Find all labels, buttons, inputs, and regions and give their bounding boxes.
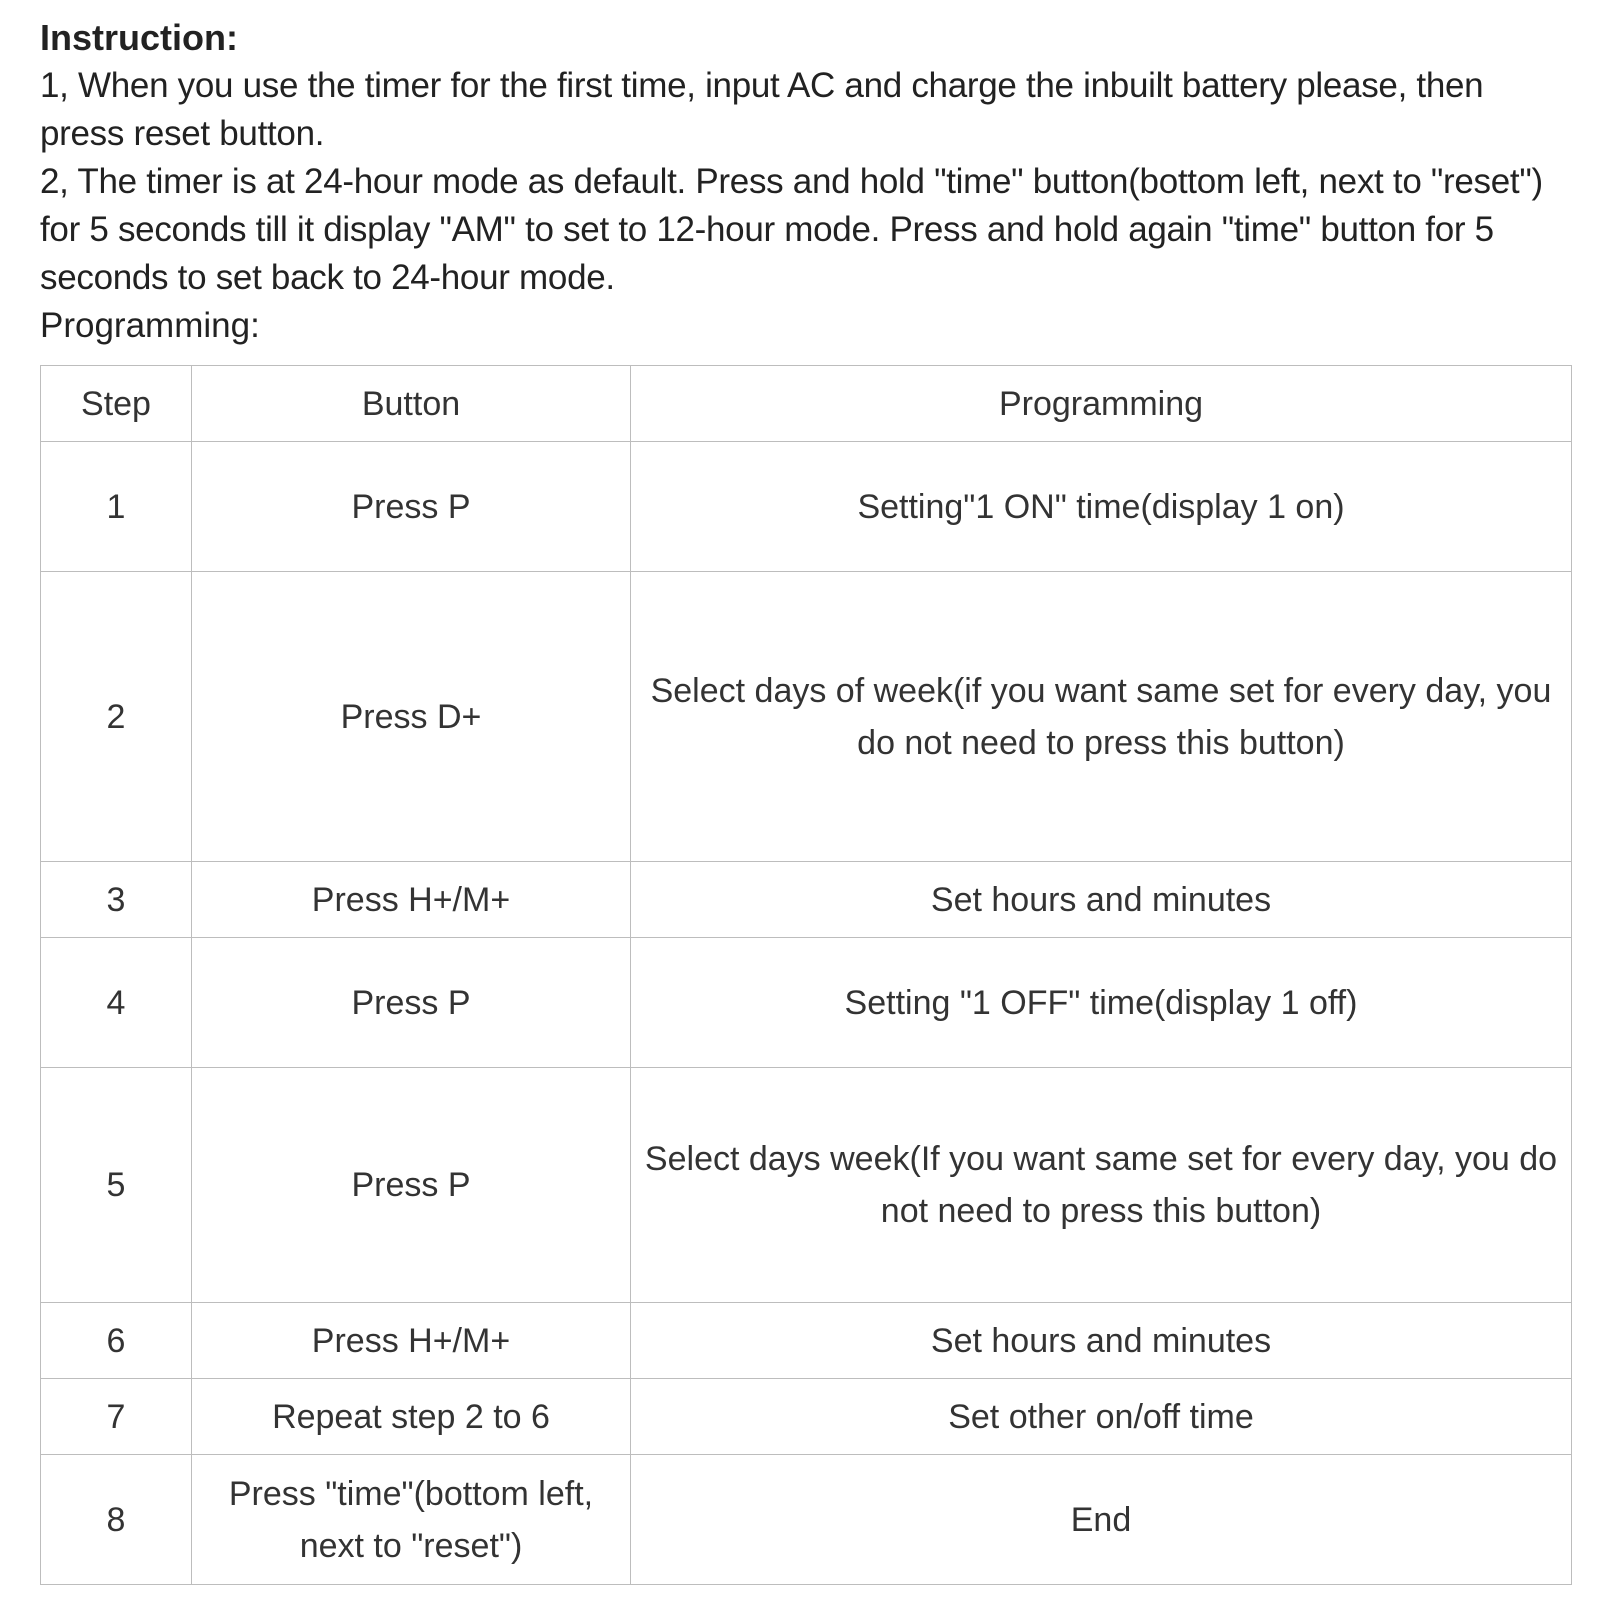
step-cell: 4 bbox=[41, 938, 192, 1068]
instruction-paragraph-2: 2, The timer is at 24-hour mode as default. Press and hold "time" button(bottom left, next to "reset") for 5 seconds till it display "AM" to set to 12-hour mode. Press and hold again "time" button for 5 seconds to set back to 24-hour mode. bbox=[40, 162, 1543, 297]
step-cell: 6 bbox=[41, 1303, 192, 1379]
step-cell: 2 bbox=[41, 572, 192, 862]
table-row bbox=[41, 862, 1572, 938]
button-cell: Press D+ bbox=[192, 572, 631, 862]
programming-cell: Setting "1 OFF" time(display 1 off) bbox=[631, 938, 1572, 1068]
programming-cell: End bbox=[631, 1455, 1572, 1585]
button-cell: Press H+/M+ bbox=[192, 1303, 631, 1379]
button-cell: Press P bbox=[192, 938, 631, 1068]
table-row bbox=[41, 1303, 1572, 1379]
instruction-paragraph-1: 1, When you use the timer for the first time, input AC and charge the inbuilt battery please, then press reset button. bbox=[40, 66, 1484, 153]
table-row bbox=[41, 938, 1572, 1068]
programming-table bbox=[40, 365, 1572, 1585]
button-cell: Press "time"(bottom left, next to "reset") bbox=[192, 1455, 631, 1585]
button-cell: Repeat step 2 to 6 bbox=[192, 1379, 631, 1455]
table-row bbox=[41, 572, 1572, 862]
button-cell: Press P bbox=[192, 1068, 631, 1303]
programming-cell: Set hours and minutes bbox=[631, 862, 1572, 938]
table-row bbox=[41, 1379, 1572, 1455]
table-row bbox=[41, 1455, 1572, 1585]
instruction-title: Instruction: bbox=[40, 17, 238, 58]
button-cell: Press P bbox=[192, 442, 631, 572]
button-cell: Press H+/M+ bbox=[192, 862, 631, 938]
instruction-section bbox=[40, 14, 1570, 350]
programming-cell: Setting"1 ON" time(display 1 on) bbox=[631, 442, 1572, 572]
step-cell: 1 bbox=[41, 442, 192, 572]
table-header-row bbox=[41, 366, 1572, 442]
step-cell: 3 bbox=[41, 862, 192, 938]
column-header-step: Step bbox=[41, 366, 192, 442]
step-cell: 8 bbox=[41, 1455, 192, 1585]
table-row bbox=[41, 1068, 1572, 1303]
column-header-button: Button bbox=[192, 366, 631, 442]
step-cell: 7 bbox=[41, 1379, 192, 1455]
column-header-programming: Programming bbox=[631, 366, 1572, 442]
programming-cell: Set hours and minutes bbox=[631, 1303, 1572, 1379]
step-cell: 5 bbox=[41, 1068, 192, 1303]
programming-label: Programming: bbox=[40, 306, 260, 345]
programming-cell: Set other on/off time bbox=[631, 1379, 1572, 1455]
programming-cell: Select days week(If you want same set for every day, you do not need to press this button) bbox=[631, 1068, 1572, 1303]
table-row bbox=[41, 442, 1572, 572]
programming-cell: Select days of week(if you want same set for every day, you do not need to press this button) bbox=[631, 572, 1572, 862]
